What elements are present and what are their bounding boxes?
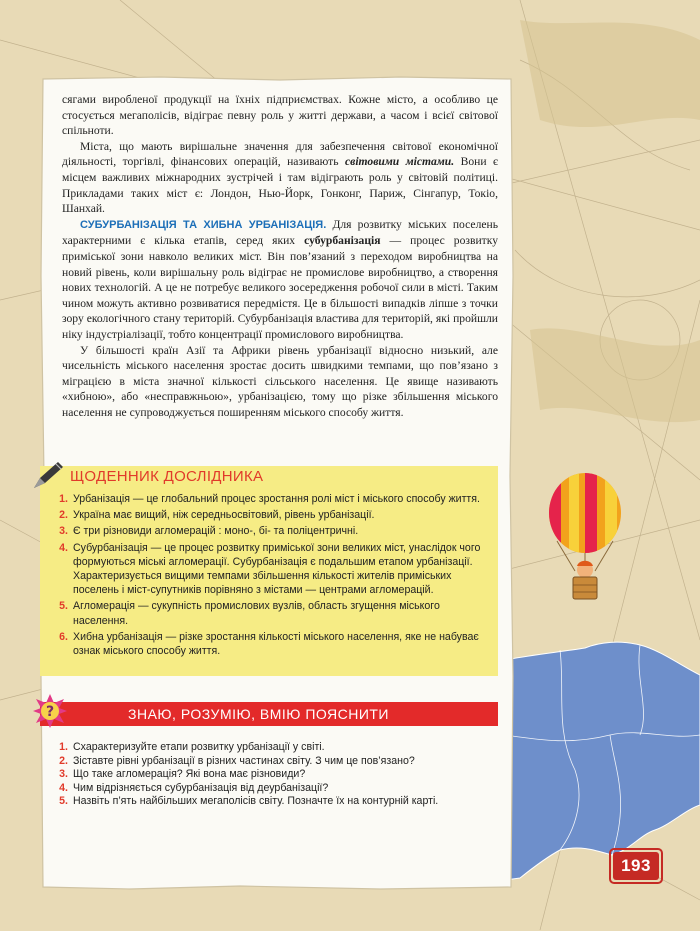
list-item-number: 2. (59, 509, 68, 522)
question-list (50, 741, 490, 809)
diary-list (50, 492, 490, 660)
section-heading: СУБУРБАНІЗАЦІЯ ТА ХИБНА УРБАНІЗАЦІЯ. (80, 218, 327, 231)
term-suburbanization: субурбанізація (304, 234, 381, 248)
list-item-text: Чим відрізняється субурбанізація від деурбанізації? (73, 781, 329, 794)
list-item-text: Агломерація — сукупність промислових вузлів, область згущення міського населення. (73, 600, 440, 627)
list-item (50, 541, 490, 598)
list-item-number: 3. (59, 768, 68, 781)
list-item-number: 1. (59, 741, 68, 753)
list-item (50, 741, 490, 755)
list-item-text: Україна має вищий, ніж середньосвітовий, рівень урбанізації. (73, 509, 375, 522)
paragraph-4: У більшості країн Азії та Африки рівень урбанізації відносно низький, але чисельність міського населення зростає досить швидкими темпами, що пов’язано з міграцією в міста значної кількості сільського населення. Це явище називають «хибною», або «несправжньою», урбанізацією, тому що різке збільшення міського населення не супроводжується поширенням міського способу життя. (62, 343, 498, 419)
list-item-text: Урбанізація — це глобальний процес зростання ролі міст і міського способу життя. (73, 493, 480, 505)
list-item-number: 4. (59, 781, 68, 794)
hot-air-balloon-icon (545, 473, 625, 613)
page-number: 193 (621, 856, 651, 875)
list-item-number: 4. (59, 541, 68, 554)
page-number-badge (613, 852, 659, 880)
list-item (50, 630, 490, 658)
list-item-text: Схарактеризуйте етапи розвитку урбанізації у світі. (73, 741, 325, 753)
list-item-number: 3. (59, 525, 68, 538)
list-item-number: 5. (59, 795, 68, 808)
list-item (50, 782, 490, 796)
list-item (50, 755, 490, 769)
list-item-text: Зіставте рівні урбанізації в різних частинах світу. З чим це пов’язано? (73, 754, 415, 767)
paragraph-1: сягами виробленої продукції на їхніх підприємствах. Кожне місто, а особливо це стосується мегаполісів, відіграє певну роль у житті держави, а часом і всієї світової спільноти. (62, 93, 498, 138)
list-item-text: Субурбанізація — це процес розвитку приміської зони великих міст, унаслідок чого формуються міські агломерації. Субурбанізація є подальшим етапом урбанізації. Характеризується вищими темпами збільшення кількості жителів приміських поселень і міст-супутників порівняно з містами — центрами агломерацій. (73, 541, 481, 597)
main-text (62, 92, 498, 420)
paragraph-3: СУБУРБАНІЗАЦІЯ ТА ХИБНА УРБАНІЗАЦІЯ. Для розвитку міських поселень характерними є кілька етапів, серед яких субурбанізація — процес розвитку приміської зони навколо великих міст. Він пов’язаний з переходом виробництва на новий рівень, коли вирішальну роль відіграє не промислове виробництво, а створення нових технологій. А це не потребує великого зосередження робочої сили в місті. Таким чином можуть активно розвиватися передмістя. Це в більшості випадків ліпше з точки зору екологічного стану територій. Субурбанізація властива для територій, які пройшли ніку індустріалізації, тобто концентрації промислового виробництва. (62, 217, 498, 341)
question-badge-icon (33, 694, 67, 728)
list-item-number: 5. (59, 600, 68, 613)
list-item (50, 508, 490, 522)
list-item (50, 768, 490, 782)
paragraph-2: Міста, що мають вирішальне значення для забезпечення світової економічної діяльності, торгівлі, фінансових операцій, називають світовими містами. Вони є місцем важливих міжнародних зустрічей і там відіграють роль у світовій політиці. Прикладами таких міст є: Лондон, Нью-Йорк, Гонконг, Париж, Сінгапур, Токіо, Шанхай. (62, 139, 499, 216)
list-item-text: Хибна урбанізація — різке зростання кількості міського населення, яке не набуває ознак міського способу життя. (73, 630, 479, 658)
list-item-number: 1. (59, 493, 68, 505)
know-title: ЗНАЮ, РОЗУМІЮ, ВМІЮ ПОЯСНИТИ (128, 706, 389, 722)
list-item-text: Є три різновиди агломерацій : моно-, бі- та поліцентричні. (73, 525, 359, 538)
diary-title: ЩОДЕННИК ДОСЛІДНИКА (70, 468, 264, 485)
list-item (50, 524, 490, 538)
list-item (50, 795, 490, 809)
pen-icon (30, 458, 66, 492)
term-world-cities: світовими містами. (345, 155, 455, 169)
list-item-number: 6. (59, 630, 68, 643)
question-mark-label: ? (45, 704, 55, 720)
list-item-number: 2. (59, 754, 68, 767)
list-item-text: Що таке агломерація? Які вона має різновиди? (73, 768, 306, 781)
list-item-text: Назвіть п’ять найбільших мегаполісів світу. Позначте їх на контурній карті. (73, 795, 439, 808)
list-item (50, 599, 490, 627)
list-item (50, 492, 490, 506)
